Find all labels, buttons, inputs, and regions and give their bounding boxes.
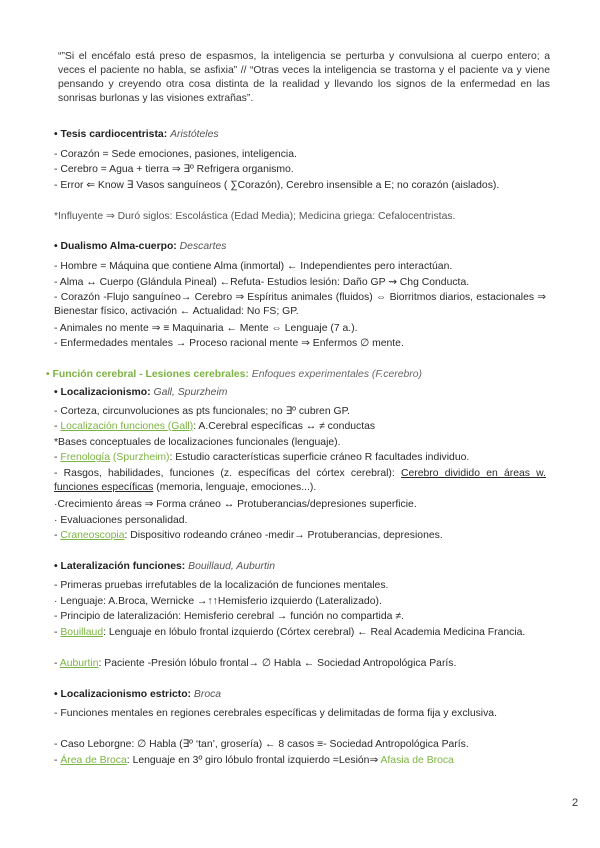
line-text: : Paciente -Presión lóbulo frontal→ ∅ Habla ← Sociedad Antropológica París.	[98, 658, 457, 669]
heading-author: Aristóteles	[170, 129, 219, 140]
lat-line-5	[54, 657, 546, 671]
cardio-line-3: - Error ⇐ Know ∃ Vasos sanguíneos ( ∑Corazón), Cerebro insensible a E; no corazón (aislados).	[54, 180, 500, 191]
bouillaud-term: Bouillaud	[60, 627, 104, 638]
section-title: • Función cerebral - Lesiones cerebrales:	[46, 369, 249, 380]
line-text: : Estudio características superficie cráneo R facultades individuo.	[169, 452, 470, 463]
line-text: (memoria, lenguaje, emociones...).	[153, 482, 317, 493]
heading-text: • Dualismo Alma-cuerpo:	[54, 241, 177, 252]
lat-line-1: - Primeras pruebas irrefutables de la localización de funciones mentales.	[54, 580, 389, 591]
heading-lateralizacion	[54, 560, 546, 574]
lat-line-3: - Principio de lateralización: Hemisferio cerebral → función no compartida ≠.	[54, 611, 404, 622]
heading-text: • Lateralización funciones:	[54, 561, 186, 572]
line-text: : Dispositivo rodeando cráneo -medir→ Protuberancias, depresiones.	[124, 530, 443, 541]
page-number: 2	[572, 797, 579, 809]
area-broca-term: Área de Broca	[60, 755, 127, 766]
local-line-6: ·Crecimiento áreas ⇒ Forma cráneo ↔ Protuberancias/depresiones superficie.	[54, 499, 417, 510]
heading-author: Descartes	[179, 241, 227, 252]
local-line-3: *Bases conceptuales de localizaciones funcionales (lenguaje).	[54, 437, 341, 448]
dash: -	[54, 658, 60, 669]
dual-line-4: - Animales no mente ⇒ ≡ Maquinaria ← Mente ⇔ Lenguaje (7 a.).	[54, 323, 358, 334]
dash: -	[54, 755, 61, 766]
line-text: - Rasgos, habilidades, funciones (z. específicas del córtex cerebral):	[54, 468, 401, 479]
dash: -	[54, 530, 61, 541]
heading-cardiocentrista	[54, 128, 546, 142]
cardio-line-1: - Corazón = Sede emociones, pasiones, inteligencia.	[54, 149, 297, 160]
local-line-1: - Corteza, circunvoluciones as pts funcionales; no ∃º cubren GP.	[54, 406, 351, 417]
dash: -	[54, 452, 61, 463]
heading-localizacionismo	[54, 386, 546, 400]
line-text: : Lenguaje en lóbulo frontal izquierdo (Córtex cerebral) ← Real Academia Medicina Francia.	[103, 627, 526, 638]
section-heading-funcion-cerebral	[46, 368, 422, 382]
heading-text: • Localizacionismo:	[54, 387, 151, 398]
strict-line-3	[54, 754, 546, 768]
frenologia-term: Frenología	[60, 452, 111, 463]
heading-text: • Tesis cardiocentrista:	[54, 129, 168, 140]
afasia-broca-term: Afasia de Broca	[380, 755, 454, 766]
line-text: : A.Cerebral específicas ↔ ≠ conductas	[193, 421, 376, 432]
lat-line-2: · Lenguaje: A.Broca, Wernicke →↑↑Hemisferio izquierdo (Lateralizado).	[54, 596, 382, 607]
dual-line-5: - Enfermedades mentales → Proceso racional mente ⇒ Enfermos ∅ mente.	[54, 338, 404, 349]
dual-line-3: - Corazón -Flujo sanguíneo→ Cerebro ⇒ Espíritus animales (fluidos) ⇔ Biorritmos diarios, estacionales ⇒ Bienestar físico, activación ← Actualidad: No FS; GP.	[54, 292, 546, 317]
craneoscopia-term: Craneoscopia	[60, 530, 125, 541]
cardio-line-2: - Cerebro = Agua + tierra ⇒ ∃º Refrigera organismo.	[54, 164, 294, 175]
heading-localizacionismo-estricto	[54, 688, 546, 702]
cerebro-dividido-term: Cerebro dividido en áreas w. funciones específicas	[54, 468, 546, 493]
dash: -	[54, 627, 61, 638]
heading-text: • Localizacionismo estricto:	[54, 689, 192, 700]
dual-line-1: - Hombre = Máquina que contiene Alma (inmortal) ← Independientes pero interactúan.	[54, 261, 453, 272]
local-line-5	[54, 467, 546, 495]
cardio-line-4: *Influyente ⇒ Duró siglos: Escolástica (Edad Media); Medicina griega: Cefalocentristas.	[54, 211, 456, 222]
heading-author: Bouillaud, Auburtin	[188, 561, 275, 572]
local-line-2	[54, 420, 546, 434]
local-line-7: · Evaluaciones personalidad.	[54, 515, 188, 526]
dual-line-2: - Alma ↔ Cuerpo (Glándula Pineal) ←Refuta- Estudios lesión: Daño GP ⇝ Chg Conducta.	[54, 277, 470, 288]
strict-line-1: - Funciones mentales en regiones cerebrales específicas y delimitadas de forma fija y exclusiva.	[54, 708, 497, 719]
line-text: : Lenguaje en 3º giro lóbulo frontal izquierdo =Lesión⇒	[126, 755, 381, 766]
heading-author: Broca	[193, 689, 222, 700]
localizacion-funciones-link: Localización funciones (Gall)	[60, 421, 194, 432]
auburtin-term: Auburtin	[59, 658, 99, 669]
lat-line-4	[54, 626, 546, 640]
heading-author: Gall, Spurzheim	[153, 387, 228, 398]
hippocrates-quote: “”Si el encéfalo está preso de espasmos, la inteligencia se perturba y convulsiona al cuerpo entero; a veces el paciente no habla, se asfixia” // “Otras veces la inteligencia se trastorna y el paciente va y viene pensando y creyendo otra cosa distinta de la realidad y llevando los signos de la enfermedad en las sonrisas burlonas y las visiones extrañas”.	[58, 51, 550, 104]
local-line-4	[54, 451, 546, 465]
local-line-8	[54, 529, 546, 543]
strict-line-2: - Caso Leborgne: ∅ Habla (∃º ‘tan’, grosería) ← 8 casos ≡- Sociedad Antropológica París.	[54, 739, 469, 750]
spurzheim-term: (Spurzheim)	[110, 452, 170, 463]
dash: -	[54, 421, 61, 432]
section-subtitle: Enfoques experimentales (F.cerebro)	[251, 369, 422, 380]
heading-dualismo	[54, 240, 546, 254]
